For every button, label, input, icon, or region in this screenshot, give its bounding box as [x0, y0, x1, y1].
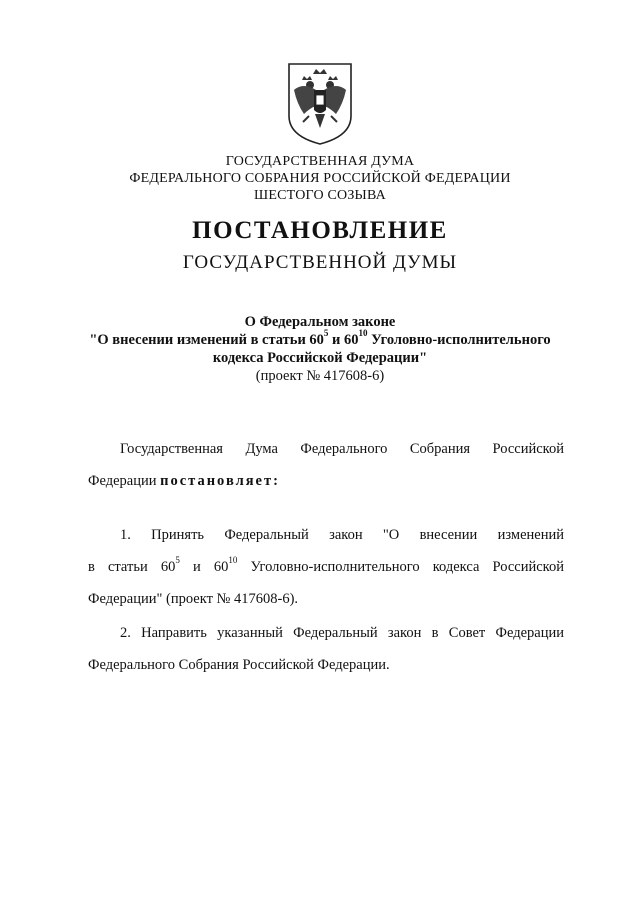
issuer-header: [0, 153, 640, 204]
item-1-line-2-part-a: в статьи 60: [88, 559, 176, 575]
item-1-superscript-2: 10: [228, 555, 238, 566]
subject-line-2-part-c: Уголовно-исполнительного: [367, 332, 551, 348]
item-1-line-2: [88, 555, 564, 576]
subject-superscript-2: 10: [358, 328, 368, 339]
document-issuer-title: ГОСУДАРСТВЕННОЙ ДУМЫ: [182, 252, 458, 273]
preamble-line-1: Государственная Дума Федерального Собрания Российской: [120, 441, 564, 457]
document-subject: [0, 313, 640, 385]
subject-line-2: [0, 328, 640, 349]
item-1-line-3: Федерации" (проект № 417608-6).: [88, 591, 299, 607]
item-1-superscript-1: 5: [175, 555, 180, 566]
subject-superscript-1: 5: [323, 328, 329, 339]
header-line-2: ФЕДЕРАЛЬНОГО СОБРАНИЯ РОССИЙСКОЙ ФЕДЕРАЦИИ: [129, 171, 511, 186]
subject-line-1: О Федеральном законе: [244, 314, 396, 330]
preamble-line-2: [88, 472, 564, 490]
header-line-3: ШЕСТОГО СОЗЫВА: [254, 188, 386, 203]
subject-line-2-part-a: "О внесении изменений в статьи 60: [89, 332, 324, 348]
subject-line-3: кодекса Российской Федерации": [212, 350, 428, 366]
item-1-line-2-part-b: и 60: [179, 559, 229, 575]
header-line-1: ГОСУДАРСТВЕННАЯ ДУМА: [225, 154, 415, 169]
item-1-line-2-part-c: Уголовно-исполнительного кодекса Российской: [237, 559, 564, 575]
document-type-title: ПОСТАНОВЛЕНИЕ: [192, 217, 448, 244]
item-2-line-2: Федерального Собрания Российской Федерации.: [88, 657, 390, 673]
subject-bill-number: (проект № 417608-6): [255, 368, 385, 384]
coat-of-arms-emblem: [285, 60, 355, 146]
preamble-resolves: постановляет:: [160, 473, 280, 489]
preamble-line-2-part-a: Федерации: [88, 473, 161, 489]
item-1-line-1: 1. Принять Федеральный закон "О внесении изменений: [120, 527, 564, 543]
item-2-line-1: 2. Направить указанный Федеральный закон в Совет Федерации: [120, 625, 564, 641]
subject-line-2-part-b: и 60: [328, 332, 359, 348]
